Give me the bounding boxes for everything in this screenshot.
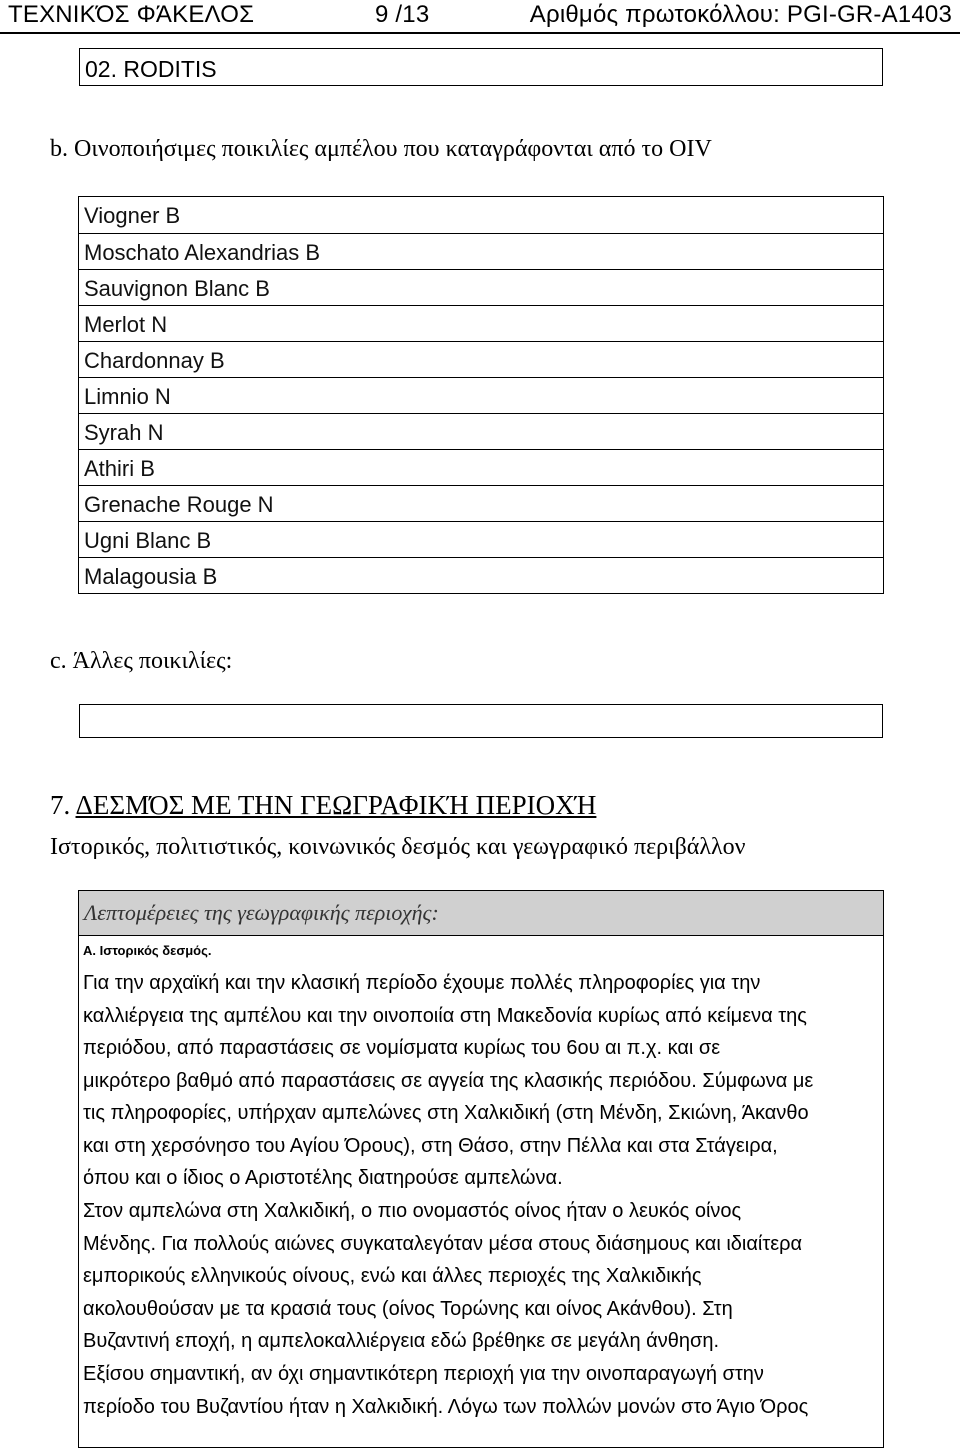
text-line: όπου και ο ίδιος ο Αριστοτέλης διατηρούσε αμπελώνα.: [83, 1167, 563, 1189]
variety-name: Sauvignon Blanc B: [84, 276, 270, 301]
variety-table: [78, 196, 884, 594]
section-title: ΔΕΣΜΌΣ ΜΕ ΤΗΝ ΓΕΩΓΡΑΦΙΚΉ ΠΕΡΙΟΧΉ: [75, 790, 597, 820]
text-line: Μένδης. Για πολλούς αιώνες συγκαταλεγόταν μέσα στους διάσημους και ιδιαίτερα: [83, 1232, 803, 1255]
other-varieties-box: [79, 704, 883, 738]
table-row: [79, 521, 883, 557]
history-label: A. Ιστορικός δεσμός.: [83, 943, 212, 958]
table-row: [79, 413, 883, 449]
table-row: [79, 341, 883, 377]
details-header: [79, 891, 883, 936]
section-7-heading: [50, 790, 596, 821]
variety-name: Viogner B: [84, 203, 181, 228]
paragraph: [83, 1358, 879, 1423]
text-line: ακολουθούσαν με τα κρασιά τους (οίνος Τορώνης και οίνος Ακάνθου). Στη: [83, 1297, 733, 1320]
product-name: 02. RODITIS: [85, 56, 217, 82]
section-number: 7.: [50, 790, 76, 820]
section-c-heading: c. Άλλες ποικιλίες:: [50, 648, 233, 674]
text-line: Εξίσου σημαντική, αν όχι σημαντικότερη περιοχή για την οινοπαραγωγή στην: [83, 1363, 764, 1385]
text-line: περιόδου, από παραστάσεις σε νομίσματα κυρίως του 6ου αι π.χ. και σε: [83, 1037, 721, 1059]
page-number: 9 /13: [375, 1, 430, 28]
table-row: [79, 485, 883, 521]
variety-name: Moschato Alexandrias B: [84, 240, 321, 265]
document-title: ΤΕΧΝΙΚΌΣ ΦΆΚΕΛΟΣ: [8, 1, 255, 28]
table-row: [79, 197, 883, 233]
text-line: Βυζαντινή εποχή, η αμπελοκαλλιέργεια εδώ βρέθηκε σε μεγάλη άνθηση.: [83, 1330, 719, 1352]
paragraph: [83, 967, 879, 1195]
table-row: [79, 305, 883, 341]
geographic-details-box: [78, 890, 884, 1448]
details-header-label: Λεπτομέρειες της γεωγραφικής περιοχής:: [84, 900, 439, 925]
text-line: εμπορικούς ελληνικούς οίνους, ενώ και άλλες περιοχές της Χαλκιδικής: [83, 1265, 702, 1287]
paragraph: [83, 1195, 879, 1358]
variety-name: Grenache Rouge N: [84, 492, 274, 517]
variety-name: Malagousia B: [84, 564, 218, 589]
variety-name: Limnio N: [84, 384, 171, 409]
text-line: μικρότερο βαθμό από παραστάσεις σε αγγεία της κλασικής περιόδου. Σύμφωνα με: [83, 1069, 814, 1092]
table-row: [79, 557, 883, 593]
variety-name: Athiri B: [84, 456, 155, 481]
text-line: καλλιέργεια της αμπέλου και την οινοποιία στη Μακεδονία κυρίως από κείμενα της: [83, 1004, 807, 1027]
protocol-number: Αριθμός πρωτοκόλλου: PGI-GR-A1403: [529, 1, 952, 28]
variety-name: Ugni Blanc B: [84, 528, 212, 553]
text-line: και στη χερσόνησο του Αγίου Όρους), στη Θάσο, στην Πέλλα και στα Στάγειρα,: [83, 1134, 778, 1157]
table-row: [79, 377, 883, 413]
text-line: Στον αμπελώνα στη Χαλκιδική, ο πιο ονομαστός οίνος ήταν ο λευκός οίνος: [83, 1200, 742, 1222]
variety-name: Chardonnay B: [84, 348, 225, 373]
text-line: Για την αρχαϊκή και την κλασική περίοδο έχουμε πολλές πληροφορίες για την: [83, 972, 761, 994]
section-7-subtitle: Ιστορικός, πολιτιστικός, κοινωνικός δεσμός και γεωγραφικό περιβάλλον: [50, 834, 746, 860]
variety-name: Merlot N: [84, 312, 168, 337]
table-row: [79, 449, 883, 485]
page-header: [0, 0, 960, 30]
table-row: [79, 269, 883, 305]
variety-name: Syrah N: [84, 420, 164, 445]
text-line: περίοδο του Βυζαντίου ήταν η Χαλκιδική. Λόγω των πολλών μονών στο Άγιο Όρος: [83, 1395, 809, 1418]
text-line: τις πληροφορίες, υπήρχαν αμπελώνες στη Χαλκιδική (στη Μένδη, Σκιώνη, Άκανθο: [83, 1102, 809, 1124]
section-b-heading: b. Οινοποιήσιμες ποικιλίες αμπέλου που καταγράφονται από το OIV: [50, 136, 712, 162]
header-divider: [0, 32, 960, 34]
product-name-box: [79, 48, 883, 86]
table-row: [79, 233, 883, 269]
